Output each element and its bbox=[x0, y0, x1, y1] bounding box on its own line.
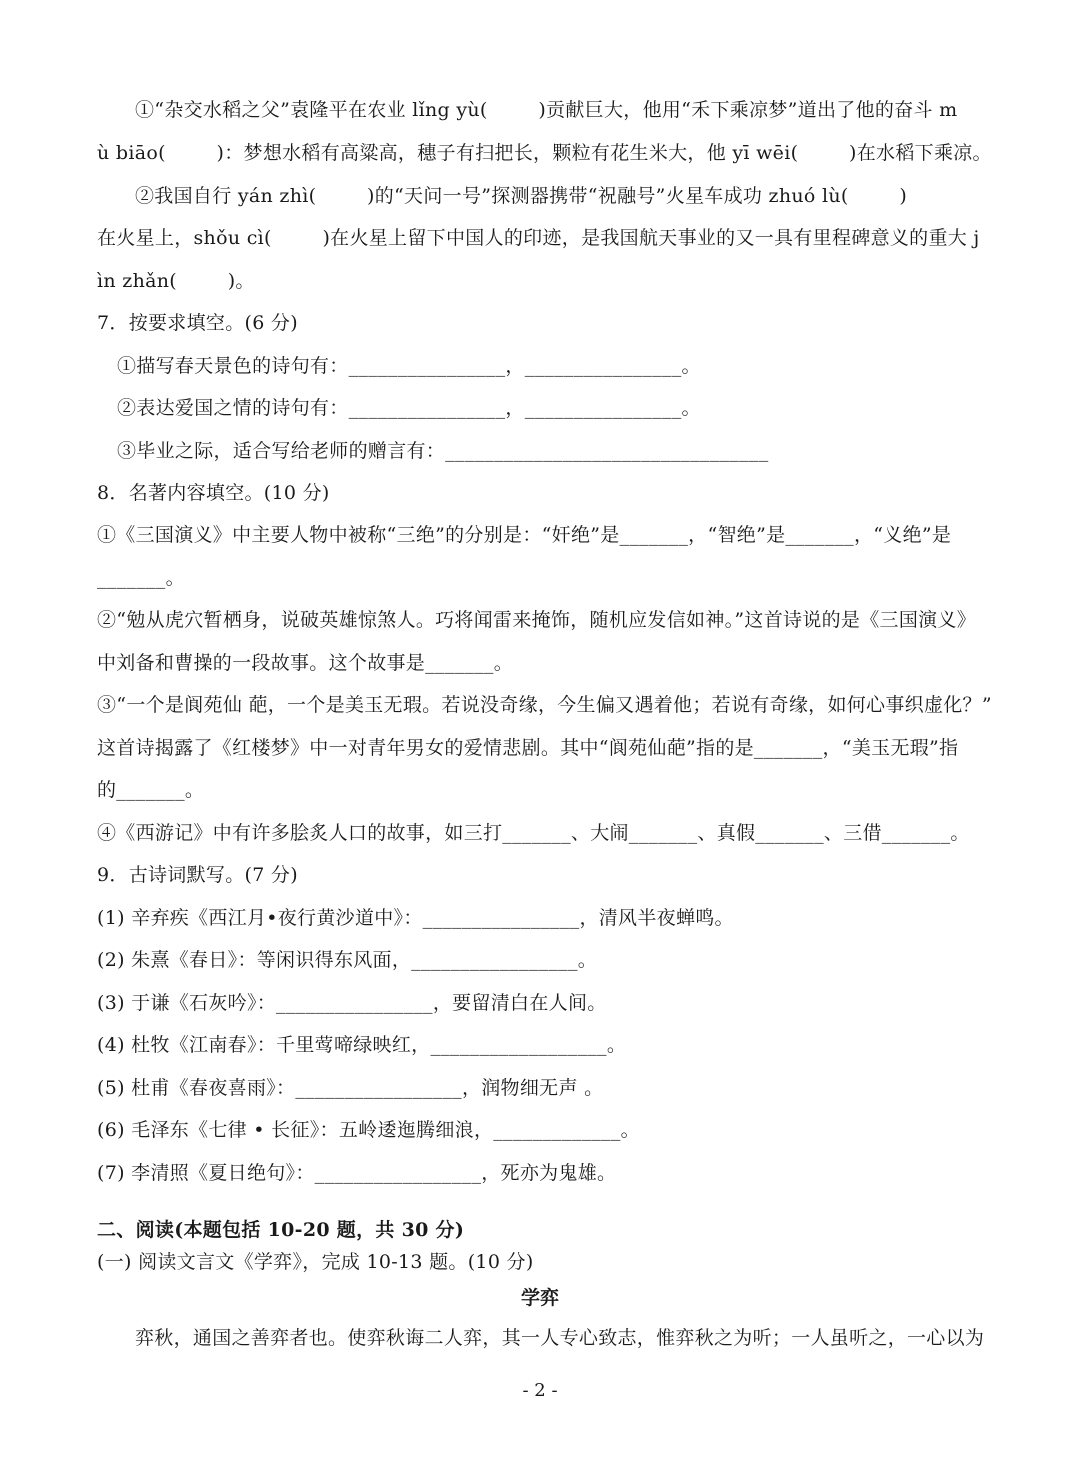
section-2-subheading: (一) 阅读文言文《学弈》，完成 10-13 题。(10 分) bbox=[97, 1251, 534, 1273]
q7-item-2: ②表达爱国之情的诗句有：________________，________________。 bbox=[117, 397, 701, 419]
q9-item-7: (7) 李清照《夏日绝句》：_________________，死亦为鬼雄。 bbox=[97, 1162, 617, 1184]
q8-line-6: 这首诗揭露了《红楼梦》中一对青年男女的爱情悲剧。其中“阆苑仙葩”指的是_______，“美玉无瑕”指 bbox=[97, 737, 959, 759]
q7-heading: 7．按要求填空。(6 分) bbox=[97, 312, 298, 334]
q9-heading: 9．古诗词默写。(7 分) bbox=[97, 864, 298, 886]
q7-item-1: ①描写春天景色的诗句有：________________，________________。 bbox=[117, 355, 701, 377]
q9-item-5: (5) 杜甫《春夜喜雨》：_________________，润物细无声 。 bbox=[97, 1077, 604, 1099]
q6-p2-line1: ②我国自行 yán zhì( )的“天问一号”探测器携带“祝融号”火星车成功 zhuó lù( ) bbox=[135, 185, 908, 207]
passage-line-1: 弈秋，通国之善弈者也。使弈秋诲二人弈，其一人专心致志，惟弈秋之为听；一人虽听之，一心以为 bbox=[135, 1327, 985, 1349]
passage-title: 学弈 bbox=[520, 1287, 559, 1309]
q8-line-4: 中刘备和曹操的一段故事。这个故事是_______。 bbox=[97, 652, 514, 674]
q8-line-3: ②“勉从虎穴暂栖身，说破英雄惊煞人。巧将闻雷来掩饰，随机应发信如神。”这首诗说的是《三国演义》 bbox=[97, 609, 977, 631]
q6-p2-line2: 在火星上，shǒu cì( )在火星上留下中国人的印迹，是我国航天事业的又一具有里程碑意义的重大 j bbox=[97, 227, 980, 249]
q8-line-2: _______。 bbox=[97, 567, 185, 589]
section-2-heading: 二、阅读(本题包括 10-20 题，共 30 分) bbox=[97, 1219, 465, 1241]
q6-p1-line1: ①“杂交水稻之父”袁隆平在农业 lǐng yù( )贡献巨大，他用“禾下乘凉梦”道出了他的奋斗 m bbox=[135, 99, 958, 121]
q9-item-4: (4) 杜牧《江南春》：千里莺啼绿映红，__________________。 bbox=[97, 1034, 627, 1056]
q8-line-7: 的_______。 bbox=[97, 779, 205, 801]
q8-line-8: ④《西游记》中有许多脍炙人口的故事，如三打_______、大闹_______、真假_______、三借_______。 bbox=[97, 822, 970, 844]
q6-p1-line2: ù biāo( )：梦想水稻有高粱高，穗子有扫把长，颗粒有花生米大，他 yī wēi( )在水稻下乘凉。 bbox=[97, 142, 992, 164]
q9-item-2: (2) 朱熹《春日》：等闲识得东风面，_________________。 bbox=[97, 949, 598, 971]
q8-heading: 8．名著内容填空。(10 分) bbox=[97, 482, 330, 504]
q6-p2-line3: ìn zhǎn( )。 bbox=[97, 270, 255, 292]
q9-item-6: (6) 毛泽东《七律 • 长征》：五岭逶迤腾细浪，_____________。 bbox=[97, 1119, 640, 1141]
q9-item-1: (1) 辛弃疾《西江月•夜行黄沙道中》：________________，清风半夜蝉鸣。 bbox=[97, 907, 734, 929]
q8-line-1: ①《三国演义》中主要人物中被称“三绝”的分别是：“奸绝”是_______，“智绝”是_______，“义绝”是 bbox=[97, 524, 952, 546]
page-number: - 2 - bbox=[522, 1380, 558, 1401]
q9-item-3: (3) 于谦《石灰吟》：________________，要留清白在人间。 bbox=[97, 992, 607, 1014]
q8-line-5: ③“一个是阆苑仙 葩，一个是美玉无瑕。若说没奇缘，今生偏又遇着他；若说有奇缘，如何心事织虚化？” bbox=[97, 694, 992, 716]
q7-item-3: ③毕业之际，适合写给老师的赠言有：_________________________________ bbox=[117, 440, 769, 462]
